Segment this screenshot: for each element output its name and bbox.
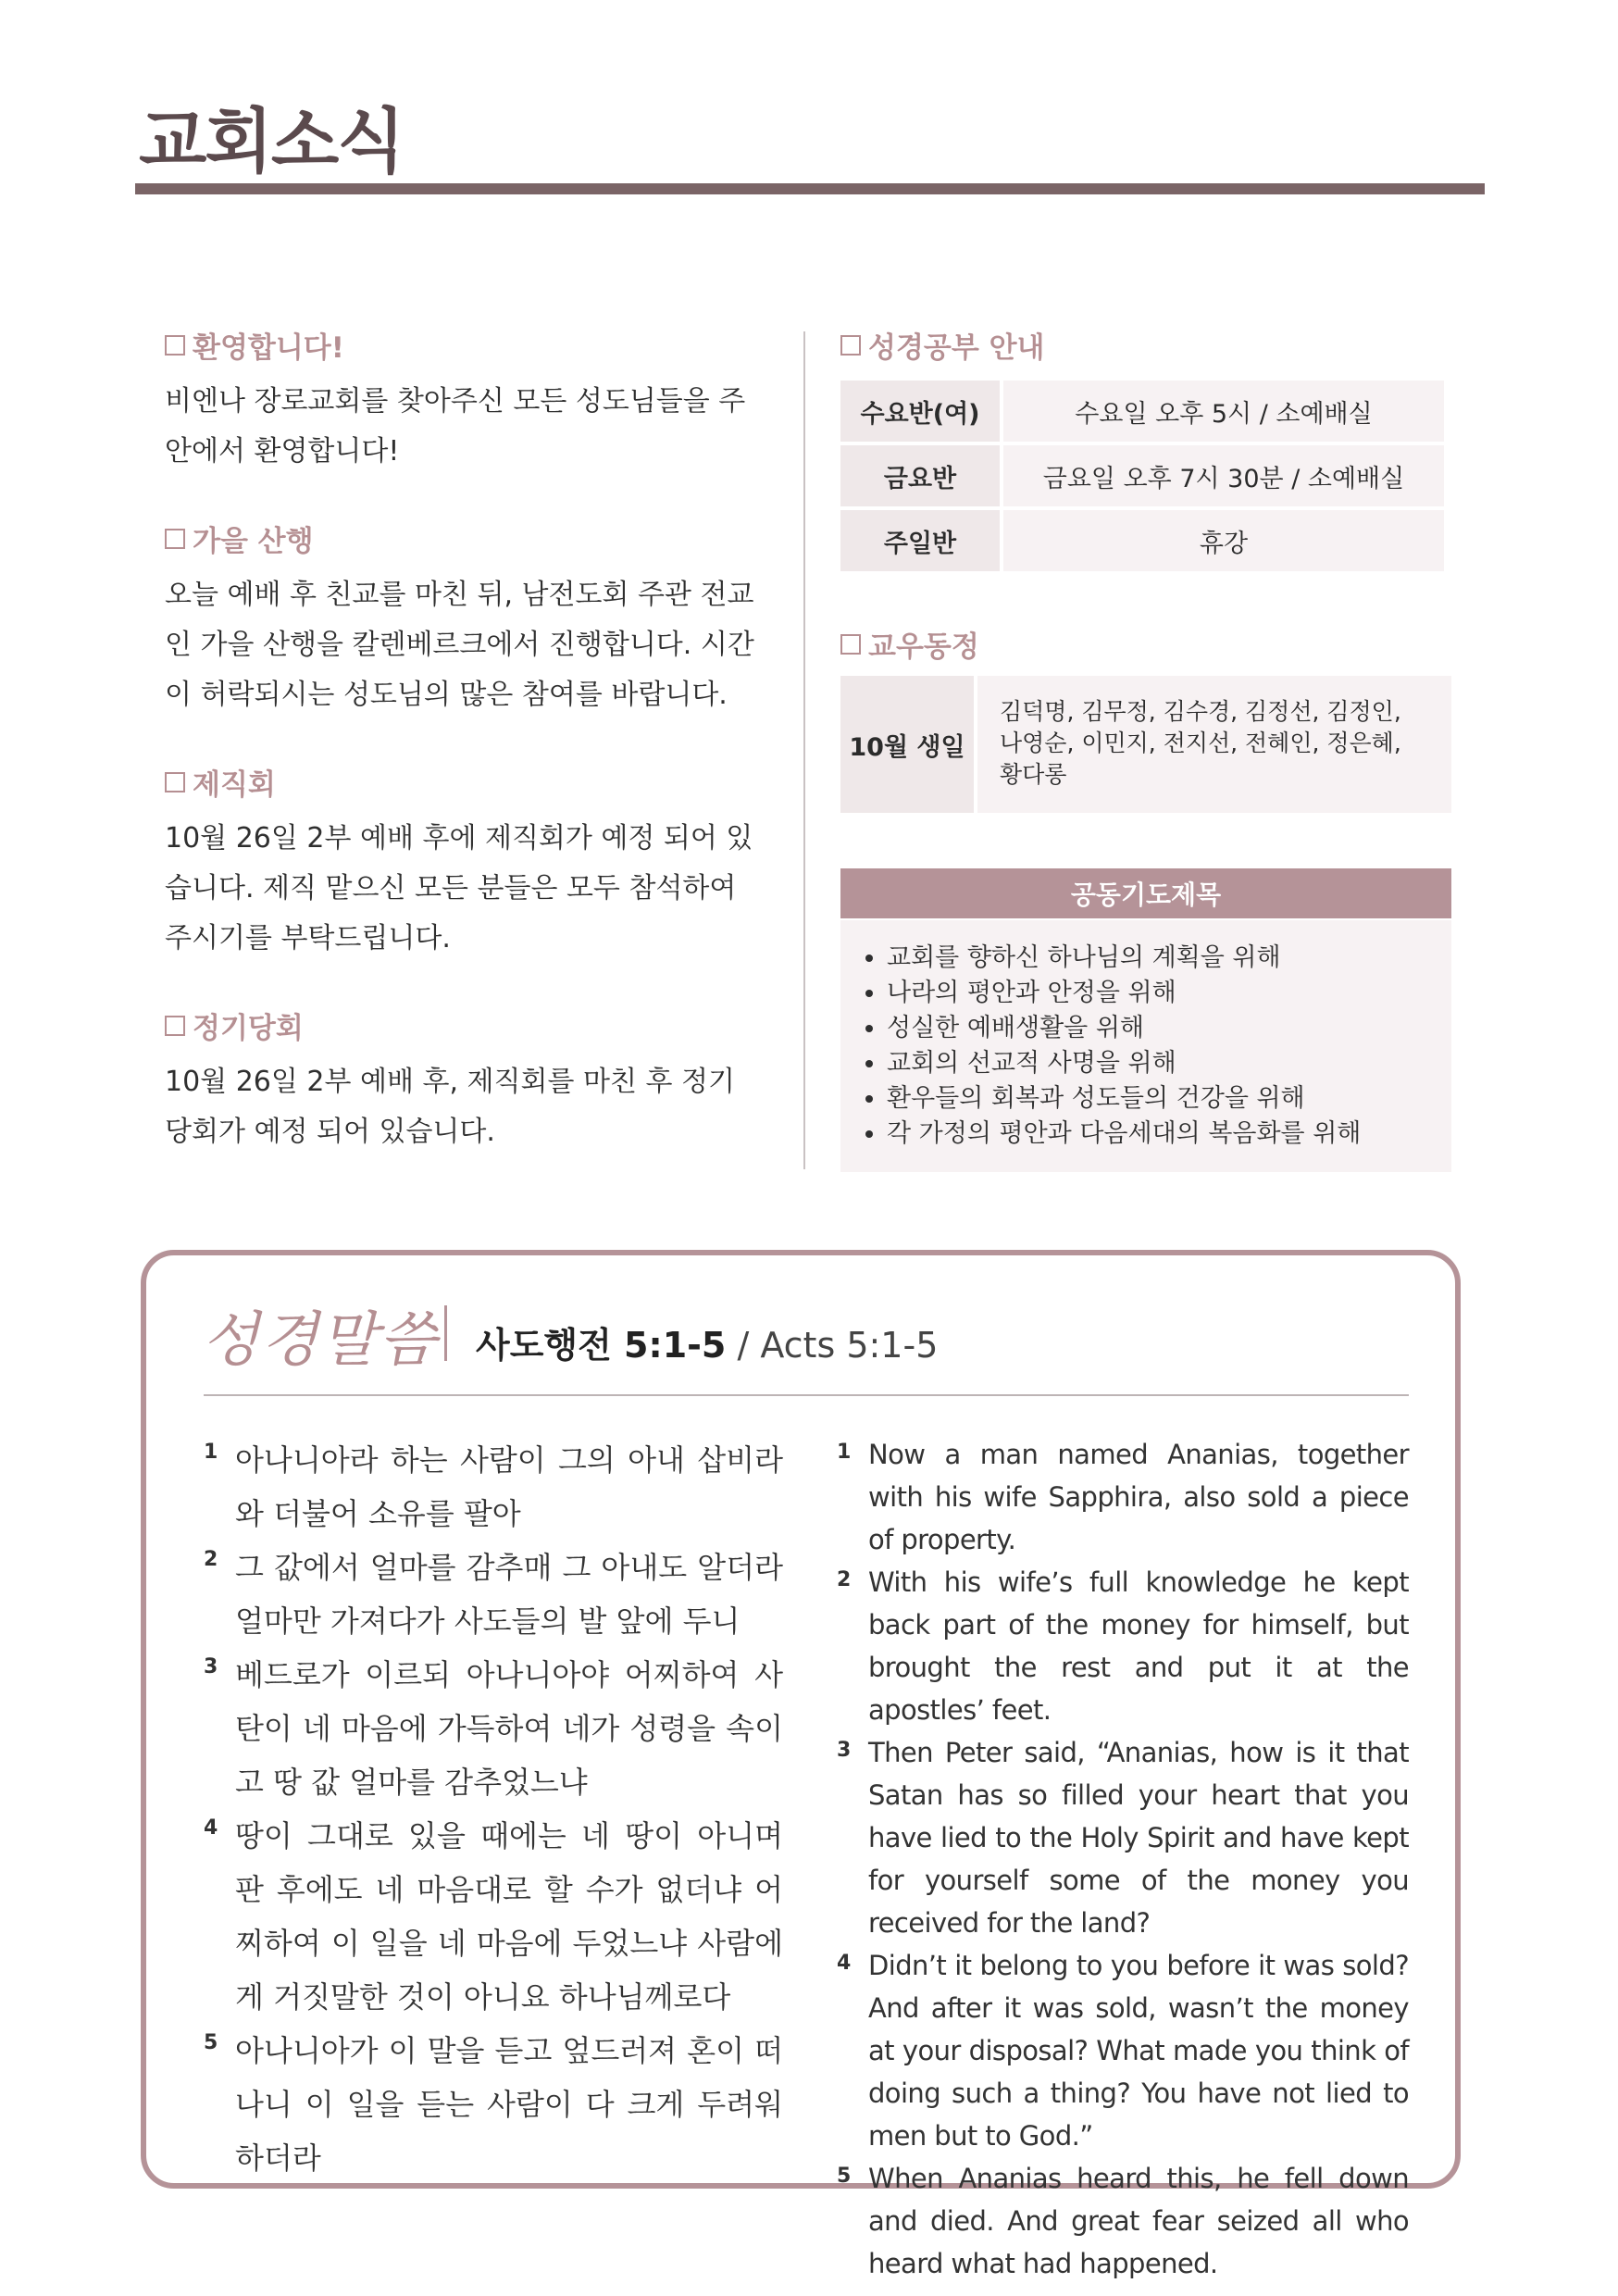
news-item-hiking bbox=[165, 518, 757, 720]
title-rule bbox=[135, 183, 1485, 194]
list-item: • 성실한 예배생활을 위해 bbox=[887, 1011, 1451, 1046]
news-body: 오늘 예배 후 친교를 마친 뒤, 남전도회 주관 전교인 가을 산행을 칼렌베르크에서 진행합니다. 시간이 허락되시는 성도님의 많은 참여를 바랍니다. bbox=[165, 579, 754, 711]
checkbox-icon bbox=[840, 634, 861, 655]
verse-text: 베드로가 이르되 아나니아야 어찌하여 사탄이 네 마음에 가득하여 네가 성령을 속이고 땅 값 얼마를 감추었느냐 bbox=[235, 1657, 783, 1800]
verse bbox=[204, 1541, 783, 1648]
column-divider bbox=[803, 331, 805, 1169]
checkbox-icon bbox=[165, 335, 185, 356]
prayer-heading: 공동기도제목 bbox=[840, 868, 1451, 918]
news-heading: 정기당회 bbox=[193, 1012, 304, 1045]
prayer-list bbox=[840, 920, 1451, 1172]
verses-korean bbox=[204, 1433, 783, 2185]
verse-number: 4 bbox=[204, 1816, 218, 1840]
table-row bbox=[840, 381, 1444, 442]
verse-number: 4 bbox=[837, 1952, 852, 1975]
bible-study-heading: 성경공부 안내 bbox=[868, 331, 1045, 365]
list-item: • 교회의 선교적 사명을 위해 bbox=[887, 1046, 1451, 1081]
verse bbox=[204, 1648, 783, 1809]
table-row bbox=[840, 445, 1444, 506]
checkbox-icon bbox=[840, 335, 861, 356]
news-body: 비엔나 장로교회를 찾아주신 모든 성도님들을 주 안에서 환영합니다! bbox=[165, 385, 746, 468]
verse-text: With his wife’s full knowledge he kept back part of the money for himself, but brought the rest and put it at the apostles’ feet. bbox=[868, 1566, 1409, 1726]
table-label: 금요반 bbox=[840, 445, 1000, 506]
verse-text: 아나니아라 하는 사람이 그의 아내 삽비라와 더불어 소유를 팔아 bbox=[235, 1442, 783, 1531]
page-title: 교회소식 bbox=[139, 100, 404, 182]
verse-number: 5 bbox=[204, 2031, 218, 2054]
list-item: • 나라의 평안과 안정을 위해 bbox=[887, 976, 1451, 1011]
verse-text: 아나니아가 이 말을 듣고 엎드러져 혼이 떠나니 이 일을 듣는 사람이 다 크게 두려워하더라 bbox=[235, 2033, 783, 2176]
verse-number: 1 bbox=[837, 1441, 852, 1464]
list-item: • 교회를 향하신 하나님의 계획을 위해 bbox=[887, 941, 1451, 976]
checkbox-icon bbox=[165, 529, 185, 549]
news-body: 10월 26일 2부 예배 후에 제직회가 예정 되어 있습니다. 제직 맡으신 모든 분들은 모두 참석하여 주시기를 부탁드립니다. bbox=[165, 822, 753, 955]
bible-study-table bbox=[837, 377, 1448, 575]
verse-text: Then Peter said, “Ananias, how is it that Satan has so filled your heart that you have lied to the Holy Spirit and have kept for yourself some of the money you received for the land? bbox=[868, 1737, 1409, 1939]
list-item: • 환우들의 회복과 성도들의 건강을 위해 bbox=[887, 1081, 1451, 1117]
verse bbox=[837, 2157, 1409, 2285]
verse-number: 3 bbox=[204, 1655, 218, 1678]
verse bbox=[837, 1433, 1409, 1561]
news-heading: 환영합니다! bbox=[193, 331, 344, 365]
info-column bbox=[840, 324, 1451, 1172]
table-value: 금요일 오후 7시 30분 / 소예배실 bbox=[1003, 445, 1444, 506]
verse-text: 그 값에서 얼마를 감추매 그 아내도 알더라 얼마만 가져다가 사도들의 발 앞에 두니 bbox=[235, 1550, 783, 1639]
verse-number: 1 bbox=[204, 1441, 218, 1464]
verses-english bbox=[837, 1433, 1409, 2285]
list-item: • 각 가정의 평안과 다음세대의 복음화를 위해 bbox=[887, 1117, 1451, 1152]
scripture-separator bbox=[444, 1305, 447, 1361]
verse-number: 3 bbox=[837, 1739, 852, 1762]
verse-text: Now a man named Ananias, together with his wife Sapphira, also sold a piece of property. bbox=[868, 1439, 1409, 1555]
verse bbox=[204, 1433, 783, 1541]
members-heading: 교우동정 bbox=[868, 630, 979, 664]
scripture-brand: 성경말씀 bbox=[202, 1306, 439, 1375]
reference-slash: / bbox=[726, 1325, 761, 1366]
reference-en: Acts 5:1-5 bbox=[760, 1325, 939, 1366]
verse-number: 2 bbox=[204, 1548, 218, 1571]
checkbox-icon bbox=[165, 1016, 185, 1036]
table-value: 수요일 오후 5시 / 소예배실 bbox=[1003, 381, 1444, 442]
birthday-table bbox=[840, 676, 1451, 813]
news-item-deacons bbox=[165, 761, 757, 964]
verse bbox=[204, 1809, 783, 2024]
news-heading: 제직회 bbox=[193, 768, 276, 802]
verse-number: 2 bbox=[837, 1568, 852, 1591]
verse bbox=[837, 1561, 1409, 1731]
news-heading: 가을 산행 bbox=[193, 525, 314, 558]
verse bbox=[837, 1731, 1409, 1944]
table-label: 주일반 bbox=[840, 510, 1000, 571]
verse-text: Didn’t it belong to you before it was sold? And after it was sold, wasn’t the money at your disposal? What made you think of doing such a thing? You have not lied to men but to God.” bbox=[868, 1950, 1409, 2152]
verse-number: 5 bbox=[837, 2165, 852, 2188]
verse-text: 땅이 그대로 있을 때에는 네 땅이 아니며 판 후에도 네 마음대로 할 수가 없더냐 어찌하여 이 일을 네 마음에 두었느냐 사람에게 거짓말한 것이 아니요 하나님께로다 bbox=[235, 1818, 783, 2015]
verse bbox=[204, 2024, 783, 2185]
news-item-session bbox=[165, 1004, 757, 1157]
birthday-names: 김덕명, 김무정, 김수경, 김정선, 김정인, 나영순, 이민지, 전지선, 전혜인, 정은혜, 황다롱 bbox=[977, 676, 1451, 813]
reference-ko: 사도행전 5:1-5 bbox=[476, 1325, 727, 1366]
news-item-welcome bbox=[165, 324, 757, 477]
verse bbox=[837, 1944, 1409, 2157]
scripture-rule bbox=[204, 1394, 1409, 1396]
verse-text: When Ananias heard this, he fell down and died. And great fear seized all who heard what had happened. bbox=[868, 2163, 1409, 2279]
scripture-reference bbox=[476, 1316, 938, 1367]
news-body: 10월 26일 2부 예배 후, 제직회를 마친 후 정기당회가 예정 되어 있습니다. bbox=[165, 1066, 735, 1148]
checkbox-icon bbox=[165, 772, 185, 792]
table-value: 휴강 bbox=[1003, 510, 1444, 571]
table-label: 수요반(여) bbox=[840, 381, 1000, 442]
scripture-box bbox=[141, 1250, 1461, 2279]
birthday-label: 10월 생일 bbox=[840, 676, 974, 813]
news-column bbox=[165, 324, 757, 1198]
table-row bbox=[840, 510, 1444, 571]
